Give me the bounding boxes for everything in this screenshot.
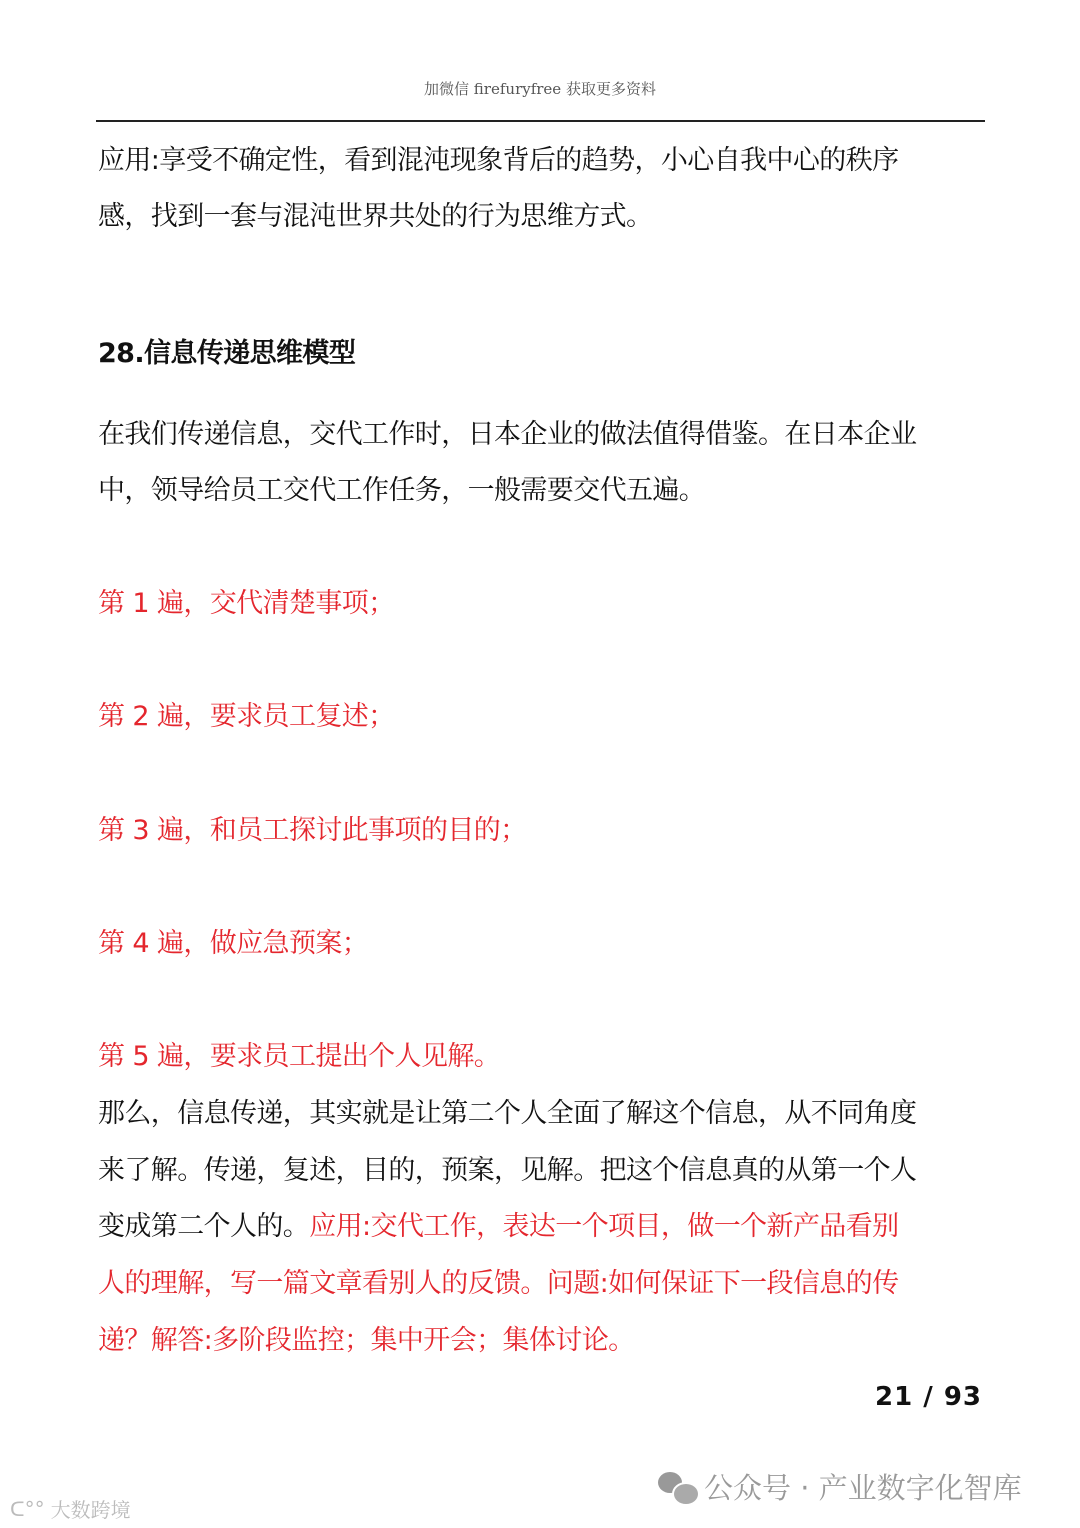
paragraph-line: 来了解。传递，复述，目的，预案，见解。把这个信息真的从第一个人 — [98, 1155, 917, 1186]
paragraph-line: 人的理解，写一篇文章看别人的反馈。问题:如何保证下一段信息的传 — [98, 1268, 899, 1299]
step-5: 第 5 遍，要求员工提出个人见解。 — [98, 1041, 501, 1072]
step-4: 第 4 遍，做应急预案； — [98, 928, 369, 959]
paragraph-line: 中，领导给员工交代工作任务，一般需要交代五遍。 — [98, 475, 706, 506]
paragraph-line: 递？解答:多阶段监控；集中开会；集体讨论。 — [98, 1325, 635, 1356]
paragraph-line — [98, 1209, 899, 1245]
watermark2-text: 大数跨境 — [50, 1498, 131, 1522]
step-1: 第 1 遍，交代清楚事项； — [98, 588, 395, 619]
logo-icon: ᑕ°° — [10, 1496, 45, 1521]
watermark-text: 公众号 · 产业数字化智库 — [704, 1471, 1022, 1505]
intro-line: 应用:享受不确定性，看到混沌现象背后的趋势，小心自我中心的秩序 — [98, 145, 899, 176]
step-3: 第 3 遍，和员工探讨此事项的目的； — [98, 815, 527, 846]
watermark-logo — [10, 1494, 131, 1523]
page-header: 加微信 firefuryfree 获取更多资料 — [424, 80, 656, 98]
paragraph-line: 那么，信息传递，其实就是让第二个人全面了解这个信息，从不同角度 — [98, 1098, 917, 1129]
page-number: 21 / 93 — [875, 1382, 982, 1412]
section-title: 28.信息传递思维模型 — [98, 338, 356, 369]
wechat-icon — [658, 1472, 696, 1502]
watermark — [658, 1466, 1022, 1507]
header-divider — [96, 120, 985, 122]
intro-line: 感，找到一套与混沌世界共处的行为思维方式。 — [98, 201, 653, 232]
text-black: 变成第二个人的。 — [98, 1211, 310, 1242]
text-red: 应用:交代工作，表达一个项目，做一个新产品看别 — [309, 1211, 899, 1242]
paragraph-line: 在我们传递信息，交代工作时，日本企业的做法值得借鉴。在日本企业 — [98, 419, 917, 450]
step-2: 第 2 遍，要求员工复述； — [98, 701, 395, 732]
